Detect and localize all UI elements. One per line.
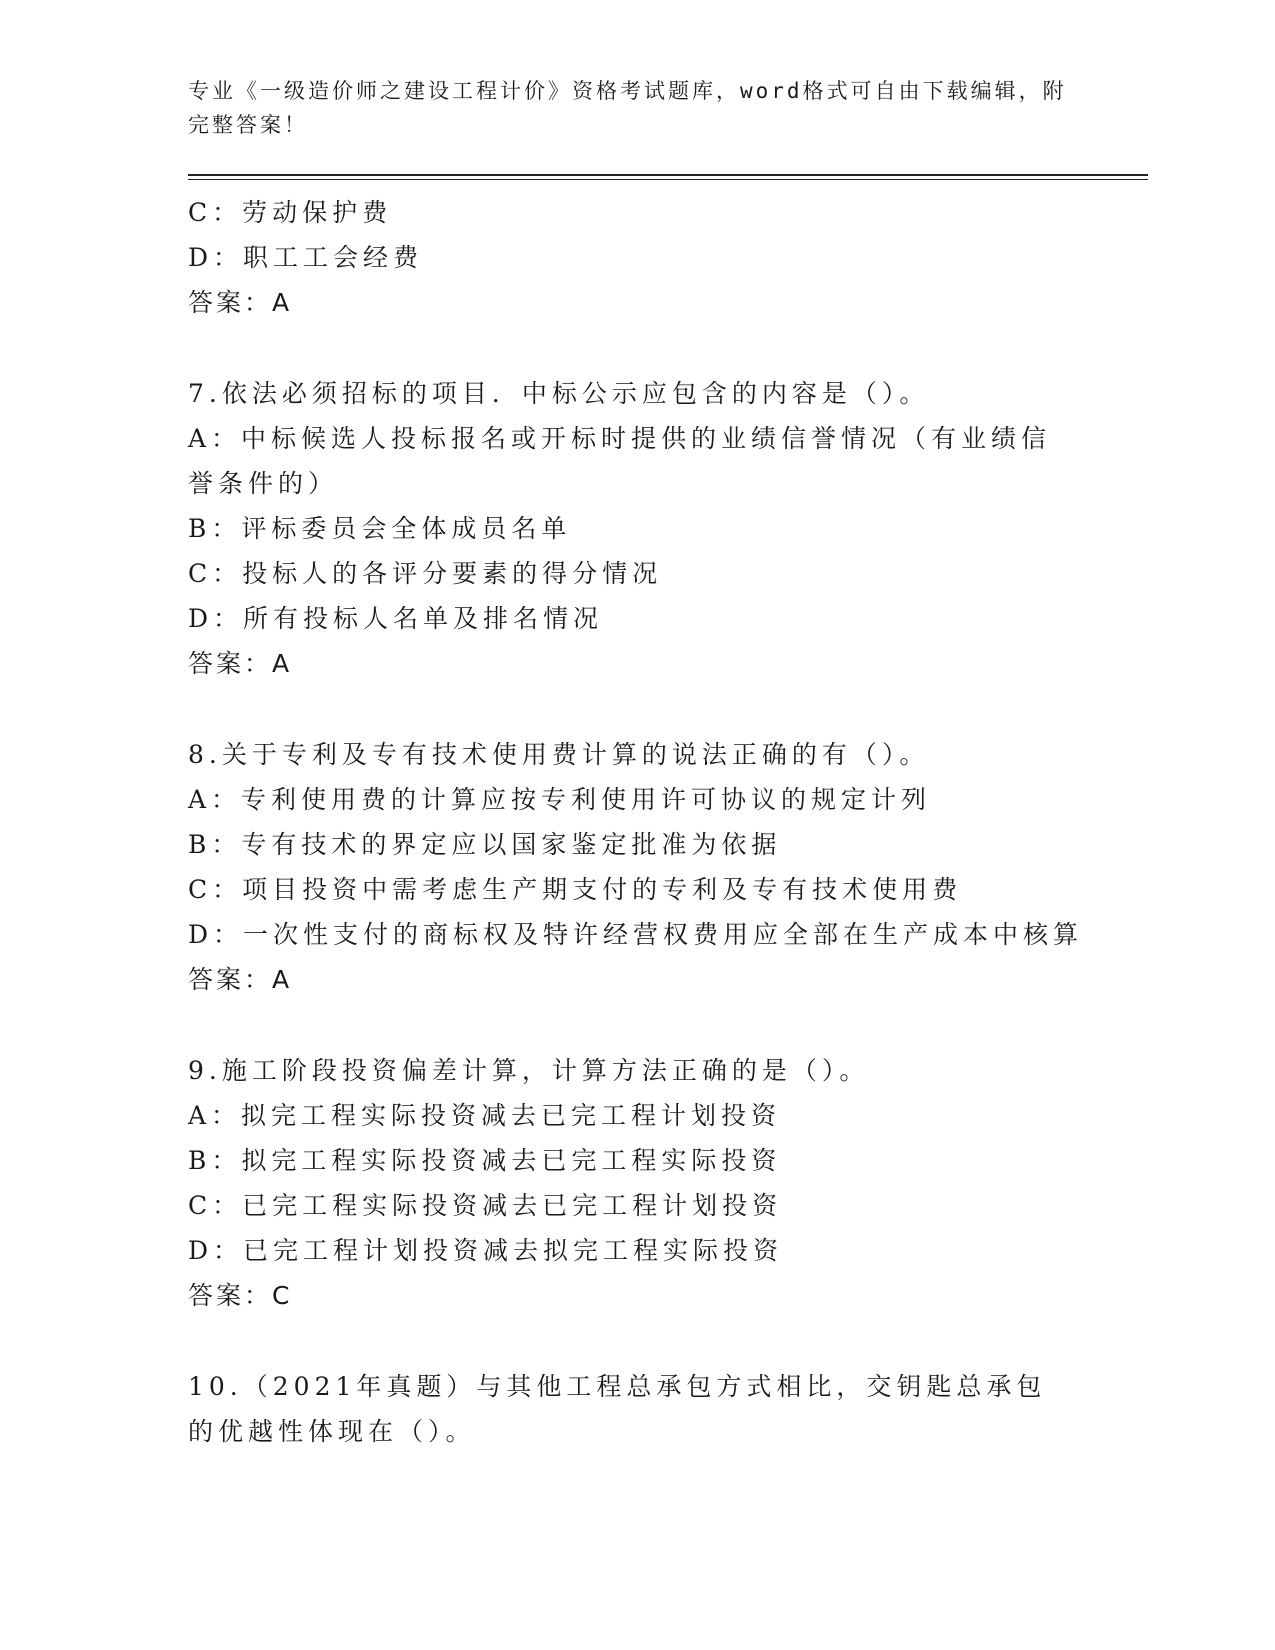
answer-line: 答案：A [188,965,293,994]
option-a: A：专利使用费的计算应按专利使用许可协议的规定计列 [188,785,932,814]
option-d: D：已完工程计划投资减去拟完工程实际投资 [188,1236,784,1265]
question-stem: 7.依法必须招标的项目．中标公示应包含的内容是（）。 [188,379,930,408]
option-b: B：拟完工程实际投资减去已完工程实际投资 [188,1146,782,1175]
question-block-7 [188,371,1148,686]
document-page [188,0,1148,1454]
option-b: B：专有技术的界定应以国家鉴定批准为依据 [188,830,782,859]
option-d: D：一次性支付的商标权及特许经营权费用应全部在生产成本中核算 [188,920,1084,949]
question-stem: 10.（2021年真题）与其他工程总承包方式相比，交钥匙总承包的优越性体现在（）。 [188,1372,1047,1446]
option-c: C：已完工程实际投资减去已完工程计划投资 [188,1191,783,1220]
option-d: D：职工工会经费 [188,243,424,272]
option-a: A：中标候选人投标报名或开标时提供的业绩信誉情况（有业绩信誉条件的） [188,424,1052,498]
option-a: A：拟完工程实际投资减去已完工程计划投资 [188,1101,782,1130]
option-c: C：项目投资中需考虑生产期支付的专利及专有技术使用费 [188,875,963,904]
question-block-10 [188,1364,1148,1454]
option-c: C：劳动保护费 [188,198,393,227]
option-b: B：评标委员会全体成员名单 [188,514,572,543]
question-block-6 [188,190,1148,325]
header-divider [188,174,1148,180]
answer-line: 答案：A [188,288,293,317]
answer-line: 答案：A [188,649,293,678]
answer-line: 答案：C [188,1281,293,1310]
question-stem: 9.施工阶段投资偏差计算，计算方法正确的是（）。 [188,1056,870,1085]
page-header: 专业《一级造价师之建设工程计价》资格考试题库，word格式可自由下载编辑，附完整答案！ [188,79,1067,137]
option-c: C：投标人的各评分要素的得分情况 [188,559,663,588]
question-block-8 [188,732,1148,1002]
question-block-9 [188,1048,1148,1318]
question-stem: 8.关于专利及专有技术使用费计算的说法正确的有（）。 [188,740,930,769]
option-d: D：所有投标人名单及排名情况 [188,604,604,633]
document-content [188,190,1148,1454]
